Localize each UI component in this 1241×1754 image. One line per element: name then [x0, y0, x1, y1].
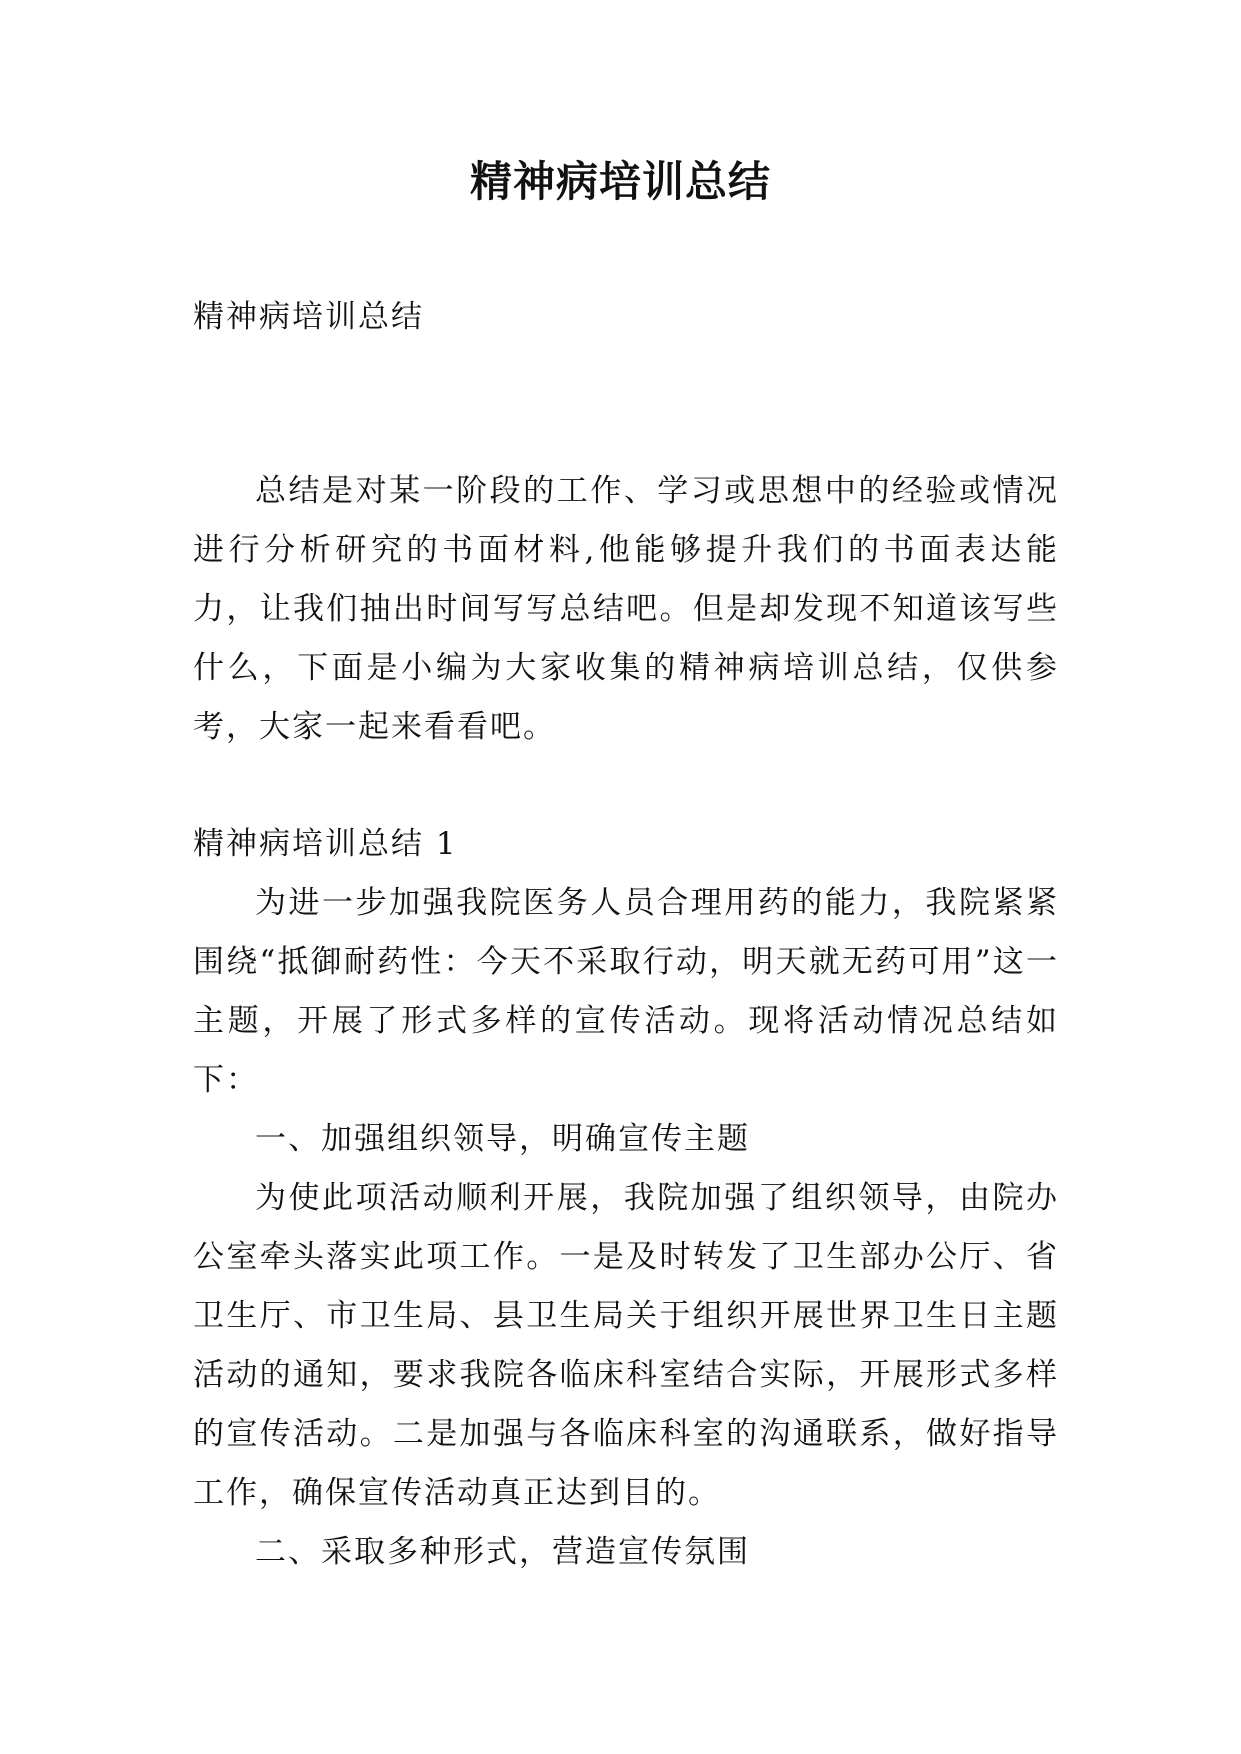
point-1-paragraph: 为使此项活动顺利开展，我院加强了组织领导，由院办公室牵头落实此项工作。一是及时转发了卫生部办公厅、省卫生厅、市卫生局、县卫生局关于组织开展世界卫生日主题活动的通知，要求我院各临床科室结合实际，开展形式多样的宣传活动。二是加强与各临床科室的沟通联系，做好指导工作，确保宣传活动真正达到目的。: [193, 1180, 1059, 1511]
document-subtitle: 精神病培训总结: [193, 299, 424, 335]
section-1-paragraph: 为进一步加强我院医务人员合理用药的能力，我院紧紧围绕“抵御耐药性：今天不采取行动，明天就无药可用”这一主题，开展了形式多样的宣传活动。现将活动情况总结如下：: [193, 885, 1059, 1098]
intro-paragraph: 总结是对某一阶段的工作、学习或思想中的经验或情况进行分析研究的书面材料,他能够提升我们的书面表达能力，让我们抽出时间写写总结吧。但是却发现不知道该写些什么，下面是小编为大家收集的精神病培训总结，仅供参考，大家一起来看看吧。: [193, 473, 1059, 745]
section-1-heading: 精神病培训总结 1: [193, 826, 458, 862]
point-1-heading: 一、加强组织领导，明确宣传主题: [255, 1121, 750, 1157]
section-1: [193, 815, 1059, 1582]
point-2-heading: 二、采取多种形式，营造宣传氛围: [255, 1534, 750, 1570]
document-title: 精神病培训总结: [469, 157, 771, 206]
